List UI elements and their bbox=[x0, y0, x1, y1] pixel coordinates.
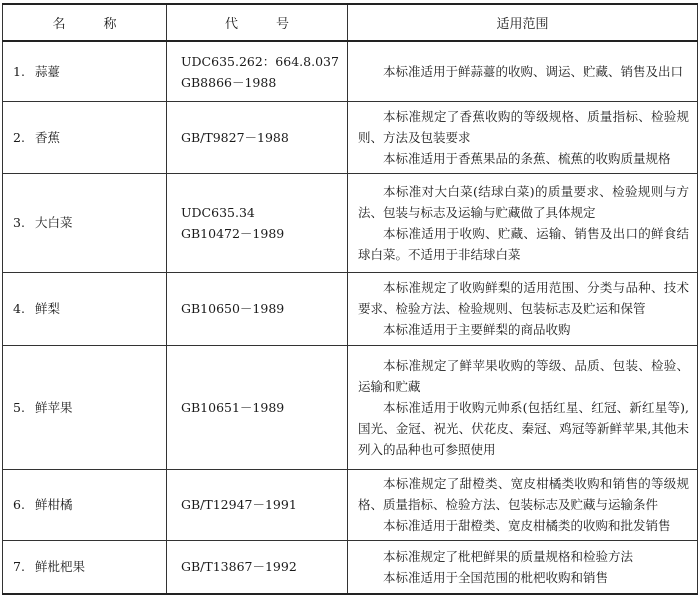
row-code: GB/T12947－1991 bbox=[181, 497, 297, 513]
row-name: 香蕉 bbox=[35, 129, 61, 145]
row-scope-paragraph: 本标准规定了香蕉收购的等级规格、质量指标、检验规则、方法及包装要求 bbox=[358, 108, 689, 145]
row-scope-cell bbox=[348, 102, 698, 173]
row-index: 4. bbox=[13, 301, 25, 317]
row-scope-paragraph: 本标准规定了收购鲜梨的适用范围、分类与品种、技术要求、检验方法、检验规则、包装标志及贮运和保管 bbox=[358, 280, 689, 317]
row-scope-cell bbox=[348, 345, 698, 469]
header-name-char-1: 名 bbox=[52, 17, 66, 32]
row-name: 鲜苹果 bbox=[35, 399, 73, 415]
row-name-cell bbox=[3, 102, 167, 173]
row-code: GB10650－1989 bbox=[181, 301, 285, 317]
row-code: GB10472－1989 bbox=[181, 225, 285, 241]
row-code: UDC635.262：664.8.037 bbox=[181, 53, 339, 69]
row-index: 1. bbox=[13, 64, 25, 80]
row-index: 6. bbox=[13, 497, 25, 513]
row-code-cell bbox=[167, 41, 348, 102]
header-name-char-2: 称 bbox=[103, 17, 117, 32]
row-code: GB8866－1988 bbox=[181, 74, 277, 90]
standards-table bbox=[2, 3, 698, 595]
row-code-cell bbox=[167, 173, 348, 272]
row-name-cell bbox=[3, 41, 167, 102]
row-scope-paragraph: 本标准适用于主要鲜梨的商品收购 bbox=[383, 322, 571, 338]
row-scope-cell bbox=[348, 173, 698, 272]
row-index: 3. bbox=[13, 215, 25, 231]
table-row bbox=[3, 345, 698, 469]
row-code-cell bbox=[167, 102, 348, 173]
table-row bbox=[3, 102, 698, 173]
row-scope-paragraph: 本标准规定了鲜苹果收购的等级、品质、包装、检验、运输和贮藏 bbox=[358, 357, 689, 394]
row-code-cell bbox=[167, 272, 348, 345]
row-name-cell bbox=[3, 272, 167, 345]
row-code-cell bbox=[167, 345, 348, 469]
row-index: 2. bbox=[13, 129, 25, 145]
table-row bbox=[3, 469, 698, 540]
row-name: 大白菜 bbox=[35, 215, 73, 231]
row-name-cell bbox=[3, 173, 167, 272]
row-code: GB/T9827－1988 bbox=[181, 129, 289, 145]
header-code-char-2: 号 bbox=[276, 17, 290, 32]
row-name: 鲜梨 bbox=[35, 301, 61, 317]
row-code-cell bbox=[167, 469, 348, 540]
row-scope-paragraph: 本标准对大白菜(结球白菜)的质量要求、检验规则与方法、包装与标志及运输与贮藏做了具体规定 bbox=[358, 183, 689, 220]
row-name: 鲜枇杷果 bbox=[35, 559, 86, 575]
table-row bbox=[3, 540, 698, 594]
row-name-cell bbox=[3, 469, 167, 540]
header-code-char-1: 代 bbox=[224, 17, 238, 32]
row-scope-paragraph: 本标准规定了枇杷鲜果的质量规格和检验方法 bbox=[383, 548, 634, 564]
row-scope-cell bbox=[348, 469, 698, 540]
row-name-cell bbox=[3, 540, 167, 594]
table-row bbox=[3, 41, 698, 102]
row-name: 鲜柑橘 bbox=[35, 497, 73, 513]
row-index: 7. bbox=[13, 559, 25, 575]
row-name: 蒜薹 bbox=[35, 64, 61, 80]
row-scope-paragraph: 本标准适用于香蕉果品的条蕉、梳蕉的收购质量规格 bbox=[383, 150, 671, 166]
row-scope-cell bbox=[348, 540, 698, 594]
row-code-cell bbox=[167, 540, 348, 594]
table-header bbox=[3, 4, 698, 41]
row-scope-paragraph: 本标准适用于鲜蒜薹的收购、调运、贮藏、销售及出口 bbox=[383, 64, 684, 80]
row-index: 5. bbox=[13, 399, 25, 415]
row-code: GB/T13867－1992 bbox=[181, 559, 297, 575]
header-code bbox=[167, 4, 348, 41]
table-row bbox=[3, 272, 698, 345]
header-scope: 适用范围 bbox=[348, 4, 698, 41]
row-scope-cell bbox=[348, 272, 698, 345]
row-name-cell bbox=[3, 345, 167, 469]
row-scope-paragraph: 本标准适用于收购元帅系(包括红星、红冠、新红星等),国光、金冠、祝光、伏花皮、秦冠、鸡冠等新鲜苹果,其他未列入的品种也可参照使用 bbox=[358, 399, 689, 457]
row-scope-paragraph: 本标准规定了甜橙类、宽皮柑橘类收购和销售的等级规格、质量指标、检验方法、包装标志及贮藏与运输条件 bbox=[358, 476, 689, 513]
row-scope-cell bbox=[348, 41, 698, 102]
header-name bbox=[3, 4, 167, 41]
row-scope-paragraph: 本标准适用于全国范围的枇杷收购和销售 bbox=[383, 569, 609, 585]
table-row bbox=[3, 173, 698, 272]
row-code: GB10651－1989 bbox=[181, 399, 285, 415]
row-code: UDC635.34 bbox=[181, 204, 255, 220]
row-scope-paragraph: 本标准适用于甜橙类、宽皮柑橘类的收购和批发销售 bbox=[383, 518, 671, 534]
row-scope-paragraph: 本标准适用于收购、贮藏、运输、销售及出口的鲜食结球白菜。不适用于非结球白菜 bbox=[358, 225, 689, 262]
